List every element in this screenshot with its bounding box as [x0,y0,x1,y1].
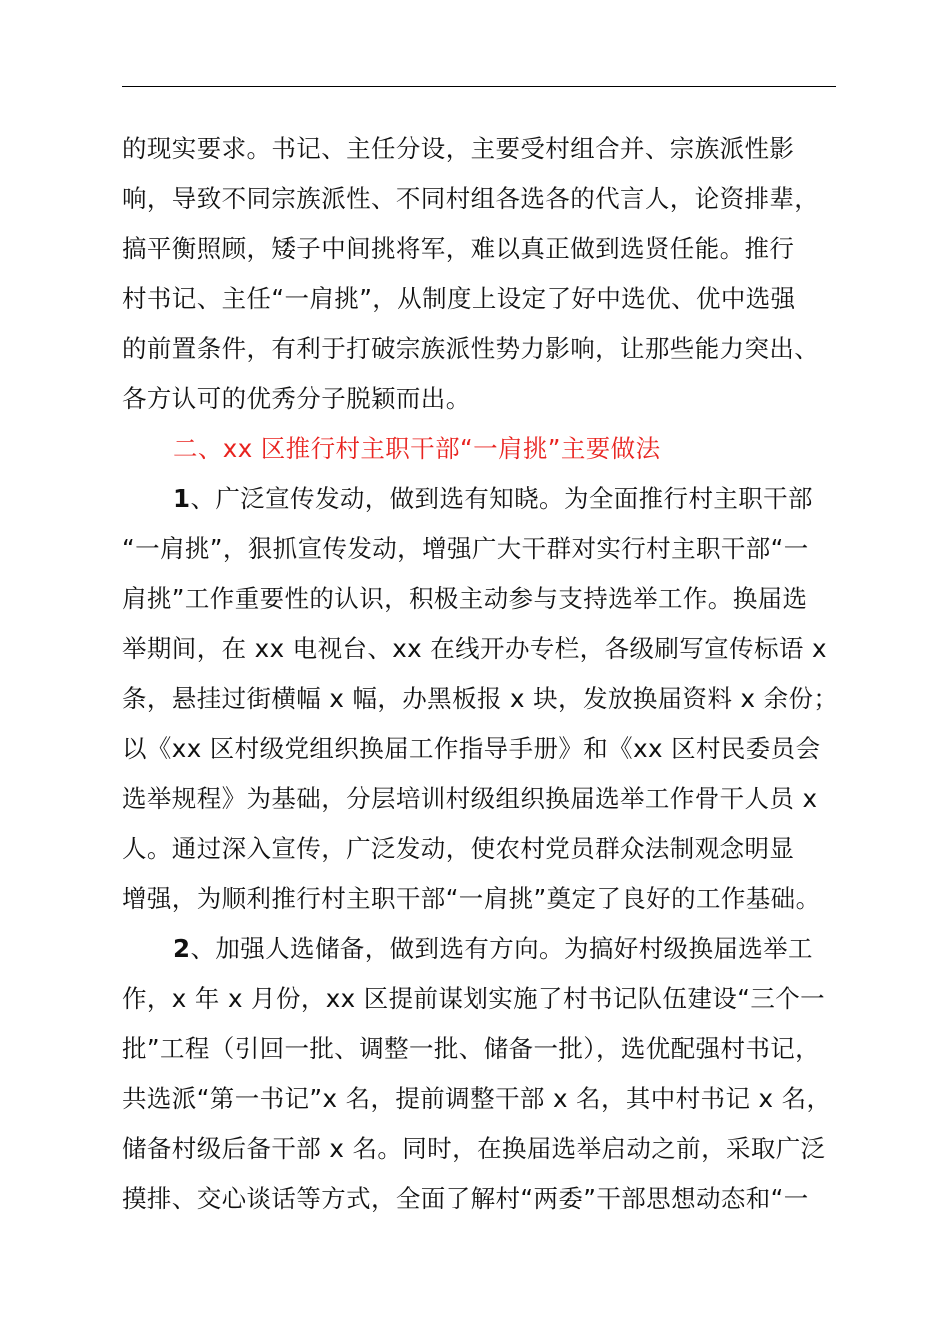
paragraph-first-line [122,924,852,974]
paragraph-line-text: 、广泛宣传发动，做到选有知晓。为全面推行村主职干部 [190,484,813,513]
paragraph-line: 举期间，在 xx 电视台、xx 在线开办专栏，各级刷写宣传标语 x [122,634,827,663]
paragraph-line: 人。通过深入宣传，广泛发动，使农村党员群众法制观念明显 [122,834,795,863]
paragraph-line: 肩挑”工作重要性的认识，积极主动参与支持选举工作。换届选 [122,584,808,613]
header-rule [122,86,836,87]
paragraph-line: 的前置条件，有利于打破宗族派性势力影响，让那些能力突出、 [122,334,820,363]
paragraph-line: 摸排、交心谈话等方式，全面了解村“两委”干部思想动态和“一 [122,1184,809,1213]
paragraph-line: 作，x 年 x 月份，xx 区提前谋划实施了村书记队伍建设“三个一 [122,984,826,1013]
paragraph-line: 响，导致不同宗族派性、不同村组各选各的代言人，论资排辈， [122,184,820,213]
document-body [122,124,852,1224]
paragraph-line: 储备村级后备干部 x 名。同时，在换届选举启动之前，采取广泛 [122,1134,826,1163]
paragraph-line: “一肩挑”，狠抓宣传发动，增强广大干群对实行村主职干部“一 [122,534,809,563]
paragraph-line: 批”工程（引回一批、调整一批、储备一批），选优配强村书记， [122,1034,821,1063]
paragraph-line: 村书记、主任“一肩挑”，从制度上设定了好中选优、优中选强 [122,284,796,313]
paragraph-line: 选举规程》为基础，分层培训村级组织换届选举工作骨干人员 x [122,784,818,813]
paragraph-line-text: 、加强人选储备，做到选有方向。为搞好村级换届选举工 [190,934,813,963]
section-heading: 二、xx 区推行村主职干部“一肩挑”主要做法 [173,434,661,463]
paragraph-first-line [122,474,852,524]
paragraph-line: 各方认可的优秀分子脱颖而出。 [122,384,471,413]
paragraph-line: 共选派“第一书记”x 名，提前调整干部 x 名，其中村书记 x 名， [122,1084,832,1113]
paragraph-line: 条，悬挂过街横幅 x 幅，办黑板报 x 块，发放换届资料 x 余份； [122,684,839,713]
paragraph-line: 以《xx 区村级党组织换届工作指导手册》和《xx 区村民委员会 [122,734,821,763]
item-number: 2 [173,934,191,963]
paragraph-line: 的现实要求。书记、主任分设，主要受村组合并、宗族派性影 [122,134,795,163]
paragraph-line: 增强，为顺利推行村主职干部“一肩挑”奠定了良好的工作基础。 [122,884,821,913]
item-number: 1 [173,484,191,513]
paragraph-line: 搞平衡照顾，矮子中间挑将军，难以真正做到选贤任能。推行 [122,234,795,263]
